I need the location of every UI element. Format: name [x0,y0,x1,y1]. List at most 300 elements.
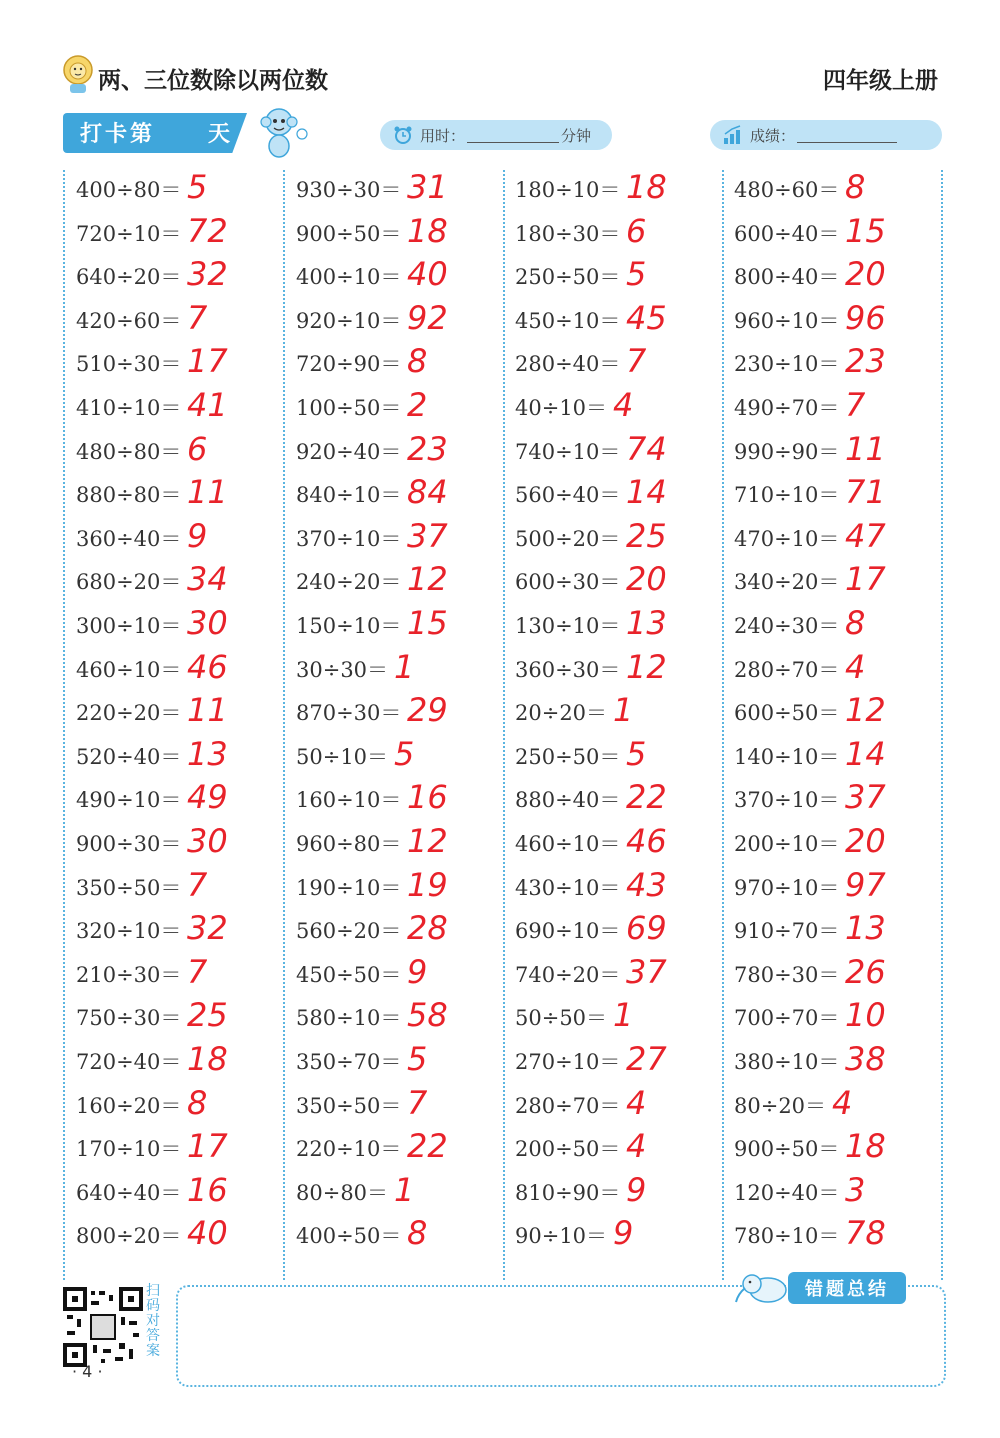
handwritten-answer: 12 [845,691,886,730]
division-question: 910÷70＝ [734,919,840,944]
division-question: 340÷20＝ [734,570,840,595]
division-question: 400÷10＝ [296,265,402,290]
problem-row [63,257,278,301]
handwritten-answer: 17 [187,1127,228,1166]
problem-row [63,211,278,258]
division-question: 990÷90＝ [734,439,840,464]
problem-row [721,1042,936,1086]
grade-label: 四年级上册 [823,68,938,94]
problem-row [721,952,936,999]
division-question: 120÷40＝ [734,1180,840,1205]
problem-row [721,865,936,912]
division-question: 380÷10＝ [734,1050,840,1074]
division-question: 350÷50＝ [76,875,182,900]
handwritten-answer: 8 [845,604,866,642]
division-question: 810÷90＝ [515,1180,621,1205]
problem-row [502,170,717,214]
problem-row [721,780,936,824]
division-question: 270÷10＝ [515,1050,621,1074]
division-question: 740÷20＝ [515,962,621,987]
bar-chart-icon [722,124,744,146]
division-question: 50÷10＝ [296,744,389,769]
division-question: 880÷80＝ [76,483,182,508]
problem-row [283,606,498,650]
division-question: 450÷50＝ [296,962,402,987]
problem-row [502,298,717,345]
handwritten-answer: 74 [626,429,667,468]
handwritten-answer: 92 [407,298,448,337]
handwritten-answer: 27 [626,1040,667,1078]
handwritten-answer: 22 [407,1127,448,1166]
division-question: 50÷50＝ [515,1006,608,1031]
column-divider [941,170,943,1280]
division-question: 600÷50＝ [734,701,840,726]
division-question: 900÷50＝ [734,1137,840,1162]
problem-row [721,1129,936,1173]
handwritten-answer: 25 [187,996,228,1035]
division-question: 320÷10＝ [76,919,182,944]
division-question: 360÷30＝ [515,657,621,682]
division-question: 880÷40＝ [515,788,621,813]
problem-row [63,734,278,781]
handwritten-answer: 28 [407,909,448,948]
handwritten-answer: 19 [407,865,448,904]
problem-row [502,824,717,868]
division-question: 520÷40＝ [76,744,182,769]
handwritten-answer: 8 [407,342,428,381]
problem-row [283,1216,498,1260]
problem-row [502,211,717,258]
problem-row [283,647,498,694]
time-label: 用时： [420,126,466,145]
problem-row [63,1216,278,1260]
handwritten-answer: 8 [407,1214,428,1253]
division-question: 920÷10＝ [296,308,402,333]
problem-row [283,388,498,432]
division-question: 930÷30＝ [296,178,402,202]
division-question: 180÷10＝ [515,178,621,202]
monkey-mascot-icon [252,104,310,160]
problem-row [63,475,278,519]
division-question: 280÷70＝ [734,657,840,682]
checkin-day-label: 天 [208,122,231,147]
problem-row [283,211,498,258]
division-question: 700÷70＝ [734,1006,840,1031]
division-question: 220÷10＝ [296,1137,402,1162]
problem-row [502,911,717,955]
handwritten-answer: 37 [845,778,886,817]
handwritten-answer: 4 [626,1083,647,1122]
handwritten-answer: 18 [407,211,448,250]
problem-row [283,1170,498,1217]
problem-row [502,952,717,999]
problem-row [63,1129,278,1173]
division-question: 350÷70＝ [296,1050,402,1074]
handwritten-answer: 8 [845,168,866,206]
problem-row [502,257,717,301]
handwritten-answer: 40 [407,255,448,294]
handwritten-answer: 26 [845,952,886,991]
division-question: 490÷70＝ [734,396,840,420]
handwritten-answer: 29 [407,691,448,730]
division-question: 900÷30＝ [76,832,182,856]
problem-row [283,1129,498,1173]
division-question: 370÷10＝ [734,788,840,813]
division-question: 720÷40＝ [76,1050,182,1074]
handwritten-answer: 7 [845,386,866,424]
handwritten-answer: 32 [187,255,228,294]
division-question: 420÷60＝ [76,308,182,333]
handwritten-answer: 34 [187,560,228,599]
problem-row [721,911,936,955]
division-question: 640÷20＝ [76,265,182,290]
handwritten-answer: 46 [187,647,228,686]
division-question: 140÷10＝ [734,744,840,769]
division-question: 720÷10＝ [76,221,182,246]
handwritten-answer: 7 [626,342,647,381]
problem-row [283,475,498,519]
problem-row [502,998,717,1042]
handwritten-answer: 1 [613,996,634,1035]
handwritten-answer: 4 [832,1083,853,1122]
score-label: 成绩： [750,126,796,145]
problem-row [721,647,936,694]
division-question: 780÷30＝ [734,962,840,987]
handwritten-answer: 11 [187,691,228,730]
handwritten-answer: 5 [394,734,415,773]
problem-row [283,911,498,955]
division-question: 360÷40＝ [76,526,182,551]
division-question: 960÷80＝ [296,832,402,856]
problem-row [502,865,717,912]
handwritten-answer: 12 [407,822,448,860]
division-question: 750÷30＝ [76,1006,182,1031]
division-question: 640÷40＝ [76,1180,182,1205]
handwritten-answer: 78 [845,1214,886,1253]
problem-row [721,388,936,432]
division-question: 560÷40＝ [515,483,621,508]
problem-row [502,1042,717,1086]
problem-row [721,516,936,563]
problem-row [502,606,717,650]
handwritten-answer: 31 [407,168,448,206]
handwritten-answer: 9 [626,1170,647,1209]
division-question: 400÷50＝ [296,1224,402,1249]
problem-row [502,516,717,563]
handwritten-answer: 16 [187,1170,228,1209]
division-question: 150÷10＝ [296,614,402,638]
handwritten-answer: 12 [407,560,448,599]
division-question: 580÷10＝ [296,1006,402,1031]
problem-row [63,647,278,694]
division-question: 240÷20＝ [296,570,402,595]
problem-row [721,429,936,476]
problem-row [283,516,498,563]
problem-row [721,998,936,1042]
handwritten-answer: 18 [187,1040,228,1078]
division-question: 510÷30＝ [76,352,182,377]
handwritten-answer: 6 [187,429,208,468]
handwritten-answer: 5 [187,168,208,206]
handwritten-answer: 23 [407,429,448,468]
problem-row [502,388,717,432]
problem-row [63,344,278,388]
handwritten-answer: 13 [845,909,886,948]
division-question: 960÷10＝ [734,308,840,333]
division-question: 230÷10＝ [734,352,840,377]
division-question: 800÷20＝ [76,1224,182,1249]
handwritten-answer: 20 [626,560,667,599]
handwritten-answer: 5 [626,734,647,773]
handwritten-answer: 41 [187,386,228,424]
handwritten-answer: 25 [626,516,667,555]
problem-row [283,734,498,781]
problem-row [502,693,717,737]
page-number: · 4 · [72,1362,103,1381]
division-question: 190÷10＝ [296,875,402,900]
division-question: 460÷10＝ [515,832,621,856]
problem-row [283,298,498,345]
handwritten-answer: 97 [845,865,886,904]
problem-row [283,1083,498,1130]
checkin-label: 打卡第 [80,122,156,147]
division-question: 30÷30＝ [296,657,389,682]
handwritten-answer: 18 [845,1127,886,1166]
problem-row [721,1170,936,1217]
handwritten-answer: 14 [626,473,667,512]
problem-row [721,211,936,258]
division-question: 870÷30＝ [296,701,402,726]
handwritten-answer: 72 [187,211,228,250]
problem-row [283,865,498,912]
elephant-icon [732,1266,792,1306]
handwritten-answer: 30 [187,822,228,860]
division-question: 20÷20＝ [515,701,608,726]
problem-row [283,824,498,868]
problem-row [721,1216,936,1260]
problem-row [721,475,936,519]
score-field [710,120,942,150]
problem-row [283,998,498,1042]
problem-row [63,388,278,432]
scan-for-answers-label: 扫码对答案 [146,1283,160,1359]
division-question: 90÷10＝ [515,1224,608,1249]
problem-row [63,693,278,737]
problem-row [502,1216,717,1260]
handwritten-answer: 11 [187,473,228,512]
problem-row [502,344,717,388]
division-question: 220÷20＝ [76,701,182,726]
division-question: 200÷50＝ [515,1137,621,1162]
division-question: 210÷30＝ [76,962,182,987]
problem-row [283,170,498,214]
handwritten-answer: 37 [626,952,667,991]
handwritten-answer: 69 [626,909,667,948]
handwritten-answer: 45 [626,298,667,337]
handwritten-answer: 38 [845,1040,886,1078]
problem-row [721,344,936,388]
division-question: 80÷80＝ [296,1180,389,1205]
problem-row [63,824,278,868]
problem-row [502,475,717,519]
division-question: 300÷10＝ [76,614,182,638]
problem-row [63,911,278,955]
handwritten-answer: 58 [407,996,448,1035]
alarm-clock-icon [392,124,414,146]
division-question: 490÷10＝ [76,788,182,813]
handwritten-answer: 84 [407,473,448,512]
handwritten-answer: 7 [407,1083,428,1122]
handwritten-answer: 7 [187,952,208,991]
handwritten-answer: 18 [626,168,667,206]
problem-row [283,562,498,606]
division-question: 40÷10＝ [515,396,608,420]
division-question: 180÷30＝ [515,221,621,246]
problem-row [63,865,278,912]
handwritten-answer: 2 [407,386,428,424]
handwritten-answer: 6 [626,211,647,250]
handwritten-answer: 1 [613,691,634,730]
problem-row [283,693,498,737]
handwritten-answer: 4 [845,647,866,686]
handwritten-answer: 9 [407,952,428,991]
handwritten-answer: 15 [845,211,886,250]
problem-row [283,257,498,301]
handwritten-answer: 13 [626,604,667,642]
division-question: 240÷30＝ [734,614,840,638]
problem-row [721,257,936,301]
problem-row [502,647,717,694]
problem-row [502,780,717,824]
division-question: 80÷20＝ [734,1093,827,1118]
problem-row [63,952,278,999]
handwritten-answer: 46 [626,822,667,860]
handwritten-answer: 96 [845,298,886,337]
problem-row [63,298,278,345]
problem-row [502,1129,717,1173]
problem-row [63,1083,278,1130]
division-question: 350÷50＝ [296,1093,402,1118]
handwritten-answer: 22 [626,778,667,817]
division-question: 370÷10＝ [296,526,402,551]
handwritten-answer: 32 [187,909,228,948]
handwritten-answer: 7 [187,298,208,337]
division-question: 460÷10＝ [76,657,182,682]
time-unit: 分钟 [561,126,592,145]
division-question: 900÷50＝ [296,221,402,246]
handwritten-answer: 4 [626,1127,647,1166]
division-question: 600÷30＝ [515,570,621,595]
handwritten-answer: 47 [845,516,886,555]
handwritten-answer: 1 [394,1170,415,1209]
division-question: 430÷10＝ [515,875,621,900]
problem-row [721,693,936,737]
division-question: 200÷10＝ [734,832,840,856]
division-question: 100÷50＝ [296,396,402,420]
problem-row [63,562,278,606]
handwritten-answer: 40 [187,1214,228,1253]
division-question: 500÷20＝ [515,526,621,551]
problem-row [283,344,498,388]
problem-row [721,298,936,345]
division-question: 250÷50＝ [515,744,621,769]
problem-row [721,606,936,650]
problem-row [721,734,936,781]
problem-row [502,1083,717,1130]
problem-row [63,170,278,214]
problem-row [502,562,717,606]
division-question: 160÷20＝ [76,1093,182,1118]
handwritten-answer: 8 [187,1083,208,1122]
problem-row [502,429,717,476]
handwritten-answer: 13 [187,734,228,773]
handwritten-answer: 11 [845,429,886,468]
division-question: 250÷50＝ [515,265,621,290]
handwritten-answer: 1 [394,647,415,686]
problem-row [63,1042,278,1086]
problem-row [63,516,278,563]
division-question: 450÷10＝ [515,308,621,333]
division-question: 920÷40＝ [296,439,402,464]
handwritten-answer: 71 [845,473,886,512]
time-blank [467,128,559,143]
division-question: 170÷10＝ [76,1137,182,1162]
handwritten-answer: 9 [187,516,208,555]
problem-row [721,562,936,606]
division-question: 280÷40＝ [515,352,621,377]
problem-row [63,998,278,1042]
handwritten-answer: 20 [845,255,886,294]
problem-row [283,1042,498,1086]
handwritten-answer: 5 [407,1040,428,1078]
division-question: 800÷40＝ [734,265,840,290]
qr-code-icon[interactable] [63,1287,143,1367]
handwritten-answer: 7 [187,865,208,904]
handwritten-answer: 10 [845,996,886,1035]
problem-row [502,734,717,781]
problem-row [283,952,498,999]
handwritten-answer: 23 [845,342,886,381]
problem-row [63,1170,278,1217]
handwritten-answer: 17 [187,342,228,381]
handwritten-answer: 15 [407,604,448,642]
division-question: 690÷10＝ [515,919,621,944]
problem-row [721,170,936,214]
division-question: 480÷60＝ [734,178,840,202]
page-title: 两、三位数除以两位数 [98,68,328,94]
handwritten-answer: 49 [187,778,228,817]
division-question: 480÷80＝ [76,439,182,464]
problem-row [502,1170,717,1217]
division-question: 560÷20＝ [296,919,402,944]
handwritten-answer: 3 [845,1170,866,1209]
lion-logo-icon [60,54,96,94]
division-question: 160÷10＝ [296,788,402,813]
handwritten-answer: 5 [626,255,647,294]
handwritten-answer: 37 [407,516,448,555]
problem-row [63,429,278,476]
handwritten-answer: 43 [626,865,667,904]
division-question: 740÷10＝ [515,439,621,464]
division-question: 970÷10＝ [734,875,840,900]
problem-row [283,429,498,476]
time-field [380,120,612,150]
problem-row [721,824,936,868]
division-question: 400÷80＝ [76,178,182,202]
division-question: 710÷10＝ [734,483,840,508]
mistake-summary-label: 错题总结 [788,1272,906,1304]
problem-row [63,606,278,650]
